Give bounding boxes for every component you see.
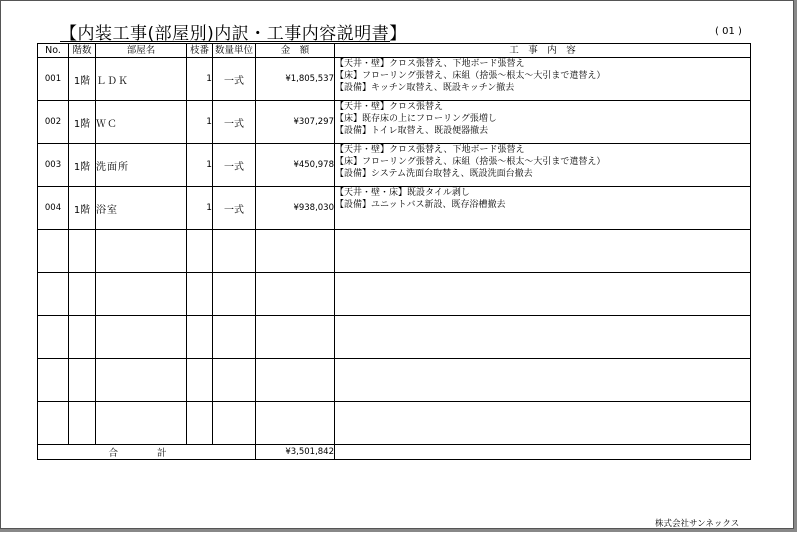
row-description bbox=[335, 144, 751, 187]
description-line: 【設備】トイレ取替え、既設便器撤去 bbox=[335, 126, 489, 136]
row-unit: 一式 bbox=[213, 144, 256, 187]
header-description: 工 事 内 容 bbox=[335, 44, 751, 58]
row-room: ＷＣ bbox=[96, 101, 187, 144]
empty-row bbox=[38, 359, 751, 402]
header-no: No. bbox=[38, 44, 69, 58]
empty-row bbox=[38, 316, 751, 359]
table-row bbox=[38, 58, 751, 101]
row-count: 1 bbox=[187, 58, 213, 101]
row-floor: 1階 bbox=[69, 58, 96, 101]
empty-row bbox=[38, 273, 751, 316]
title-underline bbox=[60, 41, 390, 42]
row-description bbox=[335, 58, 751, 101]
total-label: 合 計 bbox=[38, 445, 256, 460]
row-room: 洗面所 bbox=[96, 144, 187, 187]
header-unit: 数量単位 bbox=[213, 44, 256, 58]
row-room: 浴室 bbox=[96, 187, 187, 230]
description-line: 【天井・壁】クロス張替え bbox=[335, 102, 444, 112]
row-count: 1 bbox=[187, 144, 213, 187]
header-count: 枝番 bbox=[187, 44, 213, 58]
description-line: 【設備】キッチン取替え、既設キッチン撤去 bbox=[335, 83, 515, 93]
empty-row bbox=[38, 402, 751, 445]
description-line: 【設備】ユニットバス新設、既存浴槽撤去 bbox=[335, 200, 506, 210]
header-room: 部屋名 bbox=[96, 44, 187, 58]
row-no: 003 bbox=[38, 144, 69, 187]
total-amount: ¥3,501,842 bbox=[256, 445, 335, 460]
total-row bbox=[38, 445, 751, 460]
table-header-row bbox=[38, 44, 751, 58]
row-floor: 1階 bbox=[69, 187, 96, 230]
empty-row bbox=[38, 230, 751, 273]
company-name: 株式会社サンネックス bbox=[655, 519, 740, 529]
document-title: 【内装工事(部屋別)内訳・工事内容説明書】 bbox=[60, 24, 407, 44]
row-amount: ¥938,030 bbox=[256, 187, 335, 230]
header-amount: 金 額 bbox=[256, 44, 335, 58]
description-line: 【床】既存床の上にフローリング張増し bbox=[335, 114, 497, 124]
description-line: 【天井・壁】クロス張替え、下地ボード張替え bbox=[335, 145, 525, 155]
table-row bbox=[38, 187, 751, 230]
row-amount: ¥1,805,537 bbox=[256, 58, 335, 101]
row-description bbox=[335, 101, 751, 144]
row-description bbox=[335, 187, 751, 230]
row-room: ＬＤＫ bbox=[96, 58, 187, 101]
row-amount: ¥450,978 bbox=[256, 144, 335, 187]
row-count: 1 bbox=[187, 187, 213, 230]
total-description-empty bbox=[335, 445, 751, 460]
row-no: 002 bbox=[38, 101, 69, 144]
row-unit: 一式 bbox=[213, 187, 256, 230]
description-line: 【天井・壁・床】既設タイル剥し bbox=[335, 188, 470, 198]
table-row bbox=[38, 101, 751, 144]
table-row bbox=[38, 144, 751, 187]
row-no: 004 bbox=[38, 187, 69, 230]
row-no: 001 bbox=[38, 58, 69, 101]
description-line: 【床】フローリング張替え、床組（捨張～根太～大引まで遣替え） bbox=[335, 157, 606, 167]
page-number: ( 01 ) bbox=[715, 26, 742, 37]
row-unit: 一式 bbox=[213, 101, 256, 144]
row-floor: 1階 bbox=[69, 144, 96, 187]
description-line: 【天井・壁】クロス張替え、下地ボード張替え bbox=[335, 59, 525, 69]
row-amount: ¥307,297 bbox=[256, 101, 335, 144]
row-floor: 1階 bbox=[69, 101, 96, 144]
breakdown-table bbox=[37, 43, 751, 460]
row-unit: 一式 bbox=[213, 58, 256, 101]
header-floor: 階数 bbox=[69, 44, 96, 58]
description-line: 【床】フローリング張替え、床組（捨張～根太～大引まで遣替え） bbox=[335, 71, 606, 81]
description-line: 【設備】システム洗面台取替え、既設洗面台撤去 bbox=[335, 169, 533, 179]
row-count: 1 bbox=[187, 101, 213, 144]
